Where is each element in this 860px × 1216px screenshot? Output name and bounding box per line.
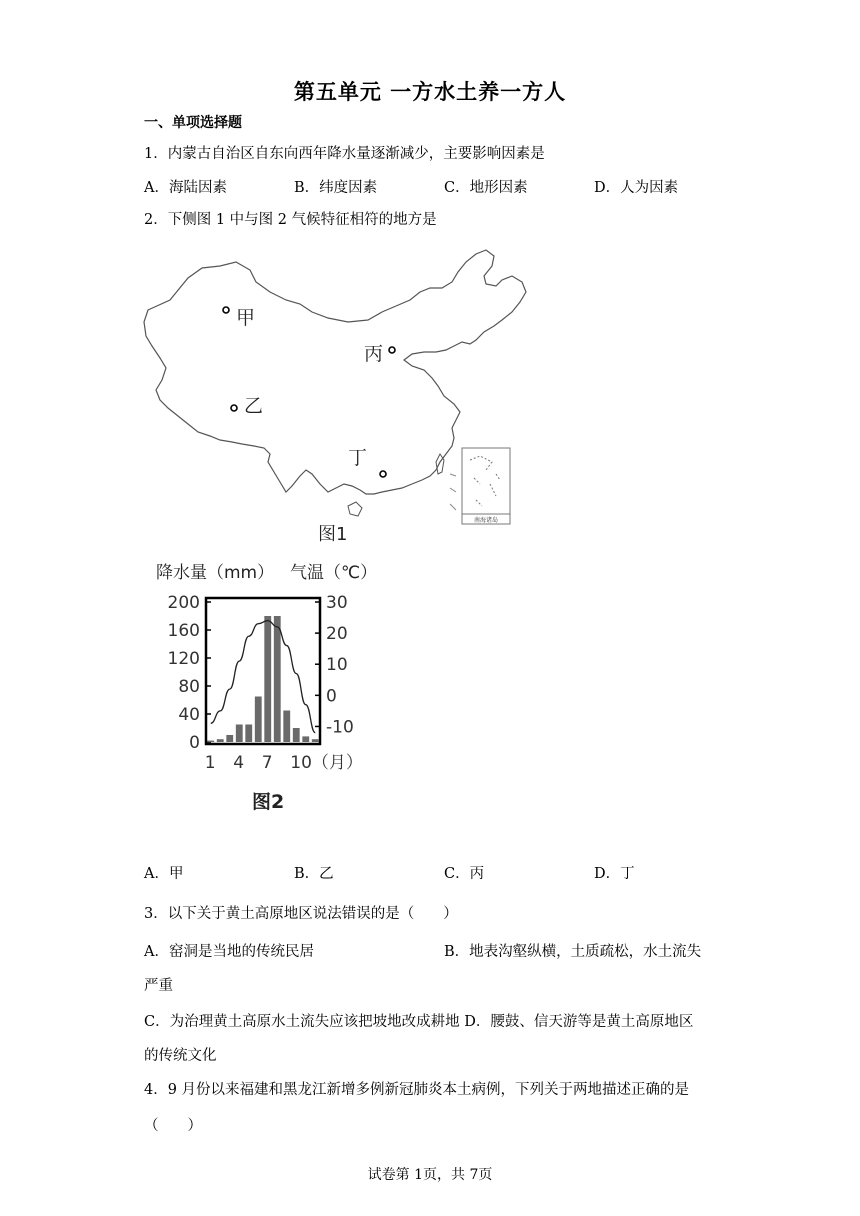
precip-bar-7	[264, 616, 271, 742]
precip-tick-label: 0	[189, 733, 200, 753]
temp-axis-label: 气温（℃）	[290, 563, 378, 583]
precip-bar-9	[283, 711, 290, 743]
month-tick-label: 10（月）	[290, 753, 363, 773]
precip-bar-10	[293, 728, 300, 742]
inset-box	[462, 448, 510, 524]
month-tick-label: 4	[233, 753, 245, 773]
dash-marks	[450, 474, 456, 510]
precip-tick-label: 120	[167, 649, 200, 669]
page-title: 第五单元 一方水土养一方人	[293, 79, 567, 104]
temp-tick-label: 10	[326, 655, 348, 676]
month-tick-label: 1	[204, 753, 216, 773]
climate-chart	[150, 556, 400, 826]
precip-bar-5	[245, 725, 252, 743]
q3-option-b-cont: 严重	[144, 978, 173, 994]
precip-tick-label: 200	[167, 593, 200, 613]
precip-tick-label: 40	[178, 705, 200, 725]
precip-bar-8	[274, 616, 281, 742]
q3-option-cd: C．为治理黄土高原水土流失应该把坡地改成耕地 D．腰鼓、信天游等是黄土高原地区	[144, 1014, 694, 1030]
figure2-caption: 图2	[252, 791, 285, 813]
q3-stem: 3．以下关于黄土高原地区说法错误的是（ ）	[144, 906, 458, 922]
q1-stem: 1．内蒙古自治区自东向西年降水量逐渐减少，主要影响因素是	[144, 146, 545, 162]
q1-option-a: A．海陆因素	[144, 180, 227, 196]
label-ding: 丁	[348, 447, 368, 469]
precip-bar-4	[236, 725, 243, 743]
section-heading: 一、单项选择题	[144, 115, 242, 131]
point-bing	[389, 347, 395, 353]
hainan-island	[348, 502, 362, 516]
temp-tick-label: -10	[326, 717, 354, 738]
precip-tick-label: 80	[178, 677, 200, 697]
precip-bar-2	[217, 739, 224, 742]
precip-axis-label: 降水量（mm）	[156, 563, 275, 583]
month-tick-label: 7	[261, 753, 273, 773]
precip-tick-label: 160	[167, 621, 200, 641]
q1-option-c: C．地形因素	[444, 180, 528, 196]
precip-bar-3	[226, 735, 233, 742]
temp-tick-label: 20	[326, 624, 348, 645]
taiwan-island	[436, 454, 444, 474]
q3-option-a: A．窑洞是当地的传统民居	[144, 944, 314, 960]
point-ding	[380, 471, 386, 477]
temp-tick-label: 0	[326, 686, 337, 707]
figure1-caption: 图1	[318, 524, 348, 545]
china-map-figure	[140, 248, 530, 548]
point-yi	[231, 405, 237, 411]
temp-tick-label: 30	[326, 593, 348, 613]
q2-option-d: D．丁	[594, 866, 635, 882]
q2-option-c: C．丙	[444, 866, 485, 882]
label-yi: 乙	[244, 395, 264, 417]
inset-label: 南海诸岛	[473, 517, 499, 524]
china-outline	[144, 250, 526, 494]
precip-bar-12	[312, 739, 319, 742]
q2-stem: 2．下侧图 1 中与图 2 气候特征相符的地方是	[144, 212, 437, 228]
temperature-line	[211, 621, 316, 733]
precip-bar-1	[207, 741, 214, 742]
page-footer: 试卷第 1页，共 7页	[367, 1167, 493, 1183]
precip-bar-11	[302, 736, 309, 742]
point-jia	[223, 307, 229, 313]
precip-bar-6	[255, 697, 262, 743]
q2-option-b: B．乙	[294, 866, 334, 882]
q1-option-d: D．人为因素	[594, 180, 679, 196]
q4-stem: 4．9 月份以来福建和黑龙江新增多例新冠肺炎本土病例，下列关于两地描述正确的是	[144, 1082, 690, 1098]
q1-option-b: B．纬度因素	[294, 180, 378, 196]
label-jia: 甲	[236, 307, 256, 329]
q2-option-a: A．甲	[144, 866, 184, 882]
q3-option-b: B．地表沟壑纵横，土质疏松，水土流失	[444, 944, 702, 960]
label-bing: 丙	[364, 343, 384, 365]
q4-stem-cont: （ ）	[144, 1118, 202, 1134]
q3-option-d-cont: 的传统文化	[144, 1048, 217, 1064]
plot-frame	[206, 598, 320, 744]
